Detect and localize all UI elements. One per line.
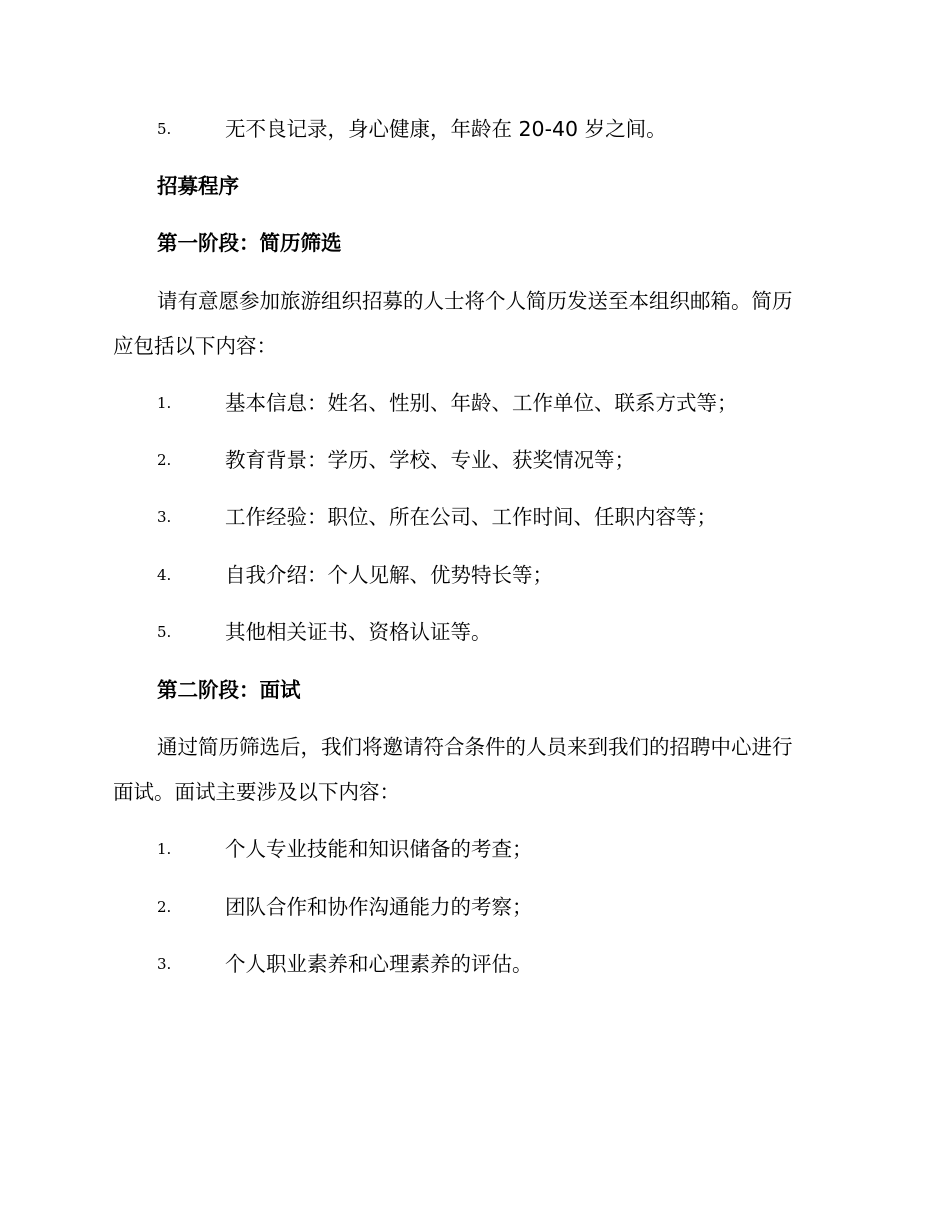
section-heading: 招募程序	[157, 174, 239, 198]
list-item	[157, 618, 857, 646]
list-text: 工作经验：职位、所在公司、工作时间、任职内容等；	[225, 505, 717, 529]
stage-heading: 第二阶段：面试	[157, 678, 301, 702]
list-number: 5.	[157, 120, 172, 138]
list-item	[157, 503, 857, 531]
list-text: 基本信息：姓名、性别、年龄、工作单位、联系方式等；	[225, 391, 738, 415]
list-number: 5.	[157, 623, 172, 641]
list-number: 3.	[157, 508, 172, 526]
list-item	[157, 561, 857, 589]
list-number: 3.	[157, 955, 172, 973]
paragraph-line: 通过简历筛选后，我们将邀请符合条件的人员来到我们的招聘中心进行	[157, 735, 793, 759]
list-number: 1.	[157, 394, 172, 412]
list-number: 4.	[157, 566, 172, 584]
list-text: 教育背景：学历、学校、专业、获奖情况等；	[225, 448, 635, 472]
list-text: 个人专业技能和知识储备的考查；	[225, 837, 533, 861]
list-item	[157, 446, 857, 474]
list-item	[157, 389, 857, 417]
list-text: 团队合作和协作沟通能力的考察；	[225, 895, 533, 919]
list-number: 2.	[157, 451, 172, 469]
list-text: 无不良记录，身心健康，年龄在 20-40 岁之间。	[225, 117, 667, 141]
list-item	[157, 950, 857, 978]
list-item	[157, 835, 857, 863]
list-text: 自我介绍：个人见解、优势特长等；	[225, 563, 553, 587]
list-item	[157, 893, 857, 921]
paragraph-line: 请有意愿参加旅游组织招募的人士将个人简历发送至本组织邮箱。简历	[157, 289, 793, 313]
list-text: 个人职业素养和心理素养的评估。	[225, 952, 533, 976]
list-number: 1.	[157, 840, 172, 858]
stage-heading: 第一阶段：简历筛选	[157, 231, 342, 255]
paragraph-line: 面试。面试主要涉及以下内容：	[113, 780, 400, 804]
list-item	[157, 115, 857, 143]
paragraph-line: 应包括以下内容：	[113, 334, 277, 358]
list-number: 2.	[157, 898, 172, 916]
list-text: 其他相关证书、资格认证等。	[225, 620, 492, 644]
